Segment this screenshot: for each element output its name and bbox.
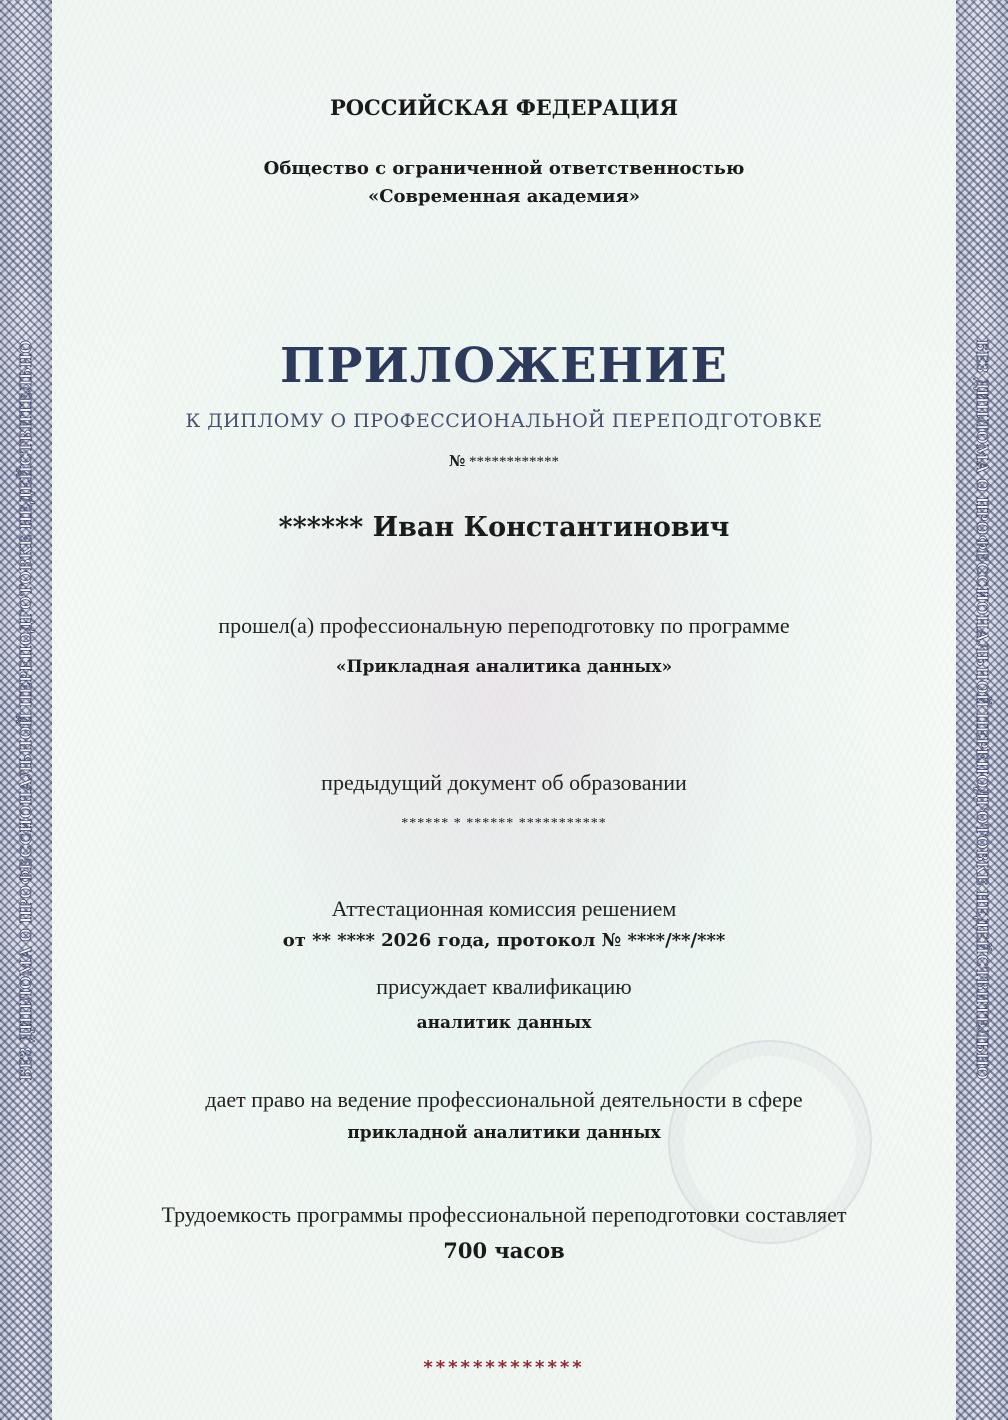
left-security-border bbox=[0, 0, 52, 1420]
right-border-text: БЕЗ ДИПЛОМА О ПРОФЕССИОНАЛЬНОЙ ПЕРЕПОДГОТОВКЕ НЕДЕЙСТВИТЕЛЬНО bbox=[973, 339, 993, 1081]
previous-document-label: предыдущий документ об образовании bbox=[321, 770, 687, 795]
previous-document-value: ****** * ****** *********** bbox=[401, 816, 607, 831]
document-subtitle: К ДИПЛОМУ О ПРОФЕССИОНАЛЬНОЙ ПЕРЕПОДГОТОВКЕ bbox=[185, 410, 823, 432]
country-heading: РОССИЙСКАЯ ФЕДЕРАЦИЯ bbox=[329, 95, 679, 120]
holder-name: ****** Иван Константинович bbox=[278, 512, 730, 543]
organization-name: «Современная академия» bbox=[367, 186, 641, 207]
blank-serial-number: ************* bbox=[423, 1357, 585, 1378]
qualification: аналитик данных bbox=[416, 1013, 592, 1033]
passed-text: прошел(а) профессиональную переподготовку по программе bbox=[218, 613, 790, 638]
awards-text: присуждает квалификацию bbox=[376, 974, 632, 999]
left-border-text: БЕЗ ДИПЛОМА О ПРОФЕССИОНАЛЬНОЙ ПЕРЕПОДГОТОВКЕ НЕДЕЙСТВИТЕЛЬНО bbox=[16, 339, 36, 1081]
program-name: «Прикладная аналитика данных» bbox=[335, 657, 673, 677]
activity-sphere: прикладной аналитики данных bbox=[347, 1123, 661, 1143]
number-value: ************ bbox=[469, 454, 560, 470]
right-security-border bbox=[956, 0, 1008, 1420]
labor-intensity-text: Трудоемкость программы профессиональной переподготовки составляет bbox=[161, 1202, 847, 1227]
program-hours: 700 часов bbox=[443, 1238, 565, 1263]
rights-text: дает право на ведение профессиональной деятельности в сфере bbox=[205, 1087, 803, 1112]
organization-type: Общество с ограниченной ответственностью bbox=[263, 158, 745, 179]
commission-decision: от ** **** 2026 года, протокол № ****/**/*** bbox=[282, 930, 726, 951]
number-label: № bbox=[448, 452, 466, 470]
commission-text: Аттестационная комиссия решением bbox=[331, 896, 677, 921]
document-number bbox=[60, 452, 948, 471]
document-title: ПРИЛОЖЕНИЕ bbox=[280, 338, 728, 394]
